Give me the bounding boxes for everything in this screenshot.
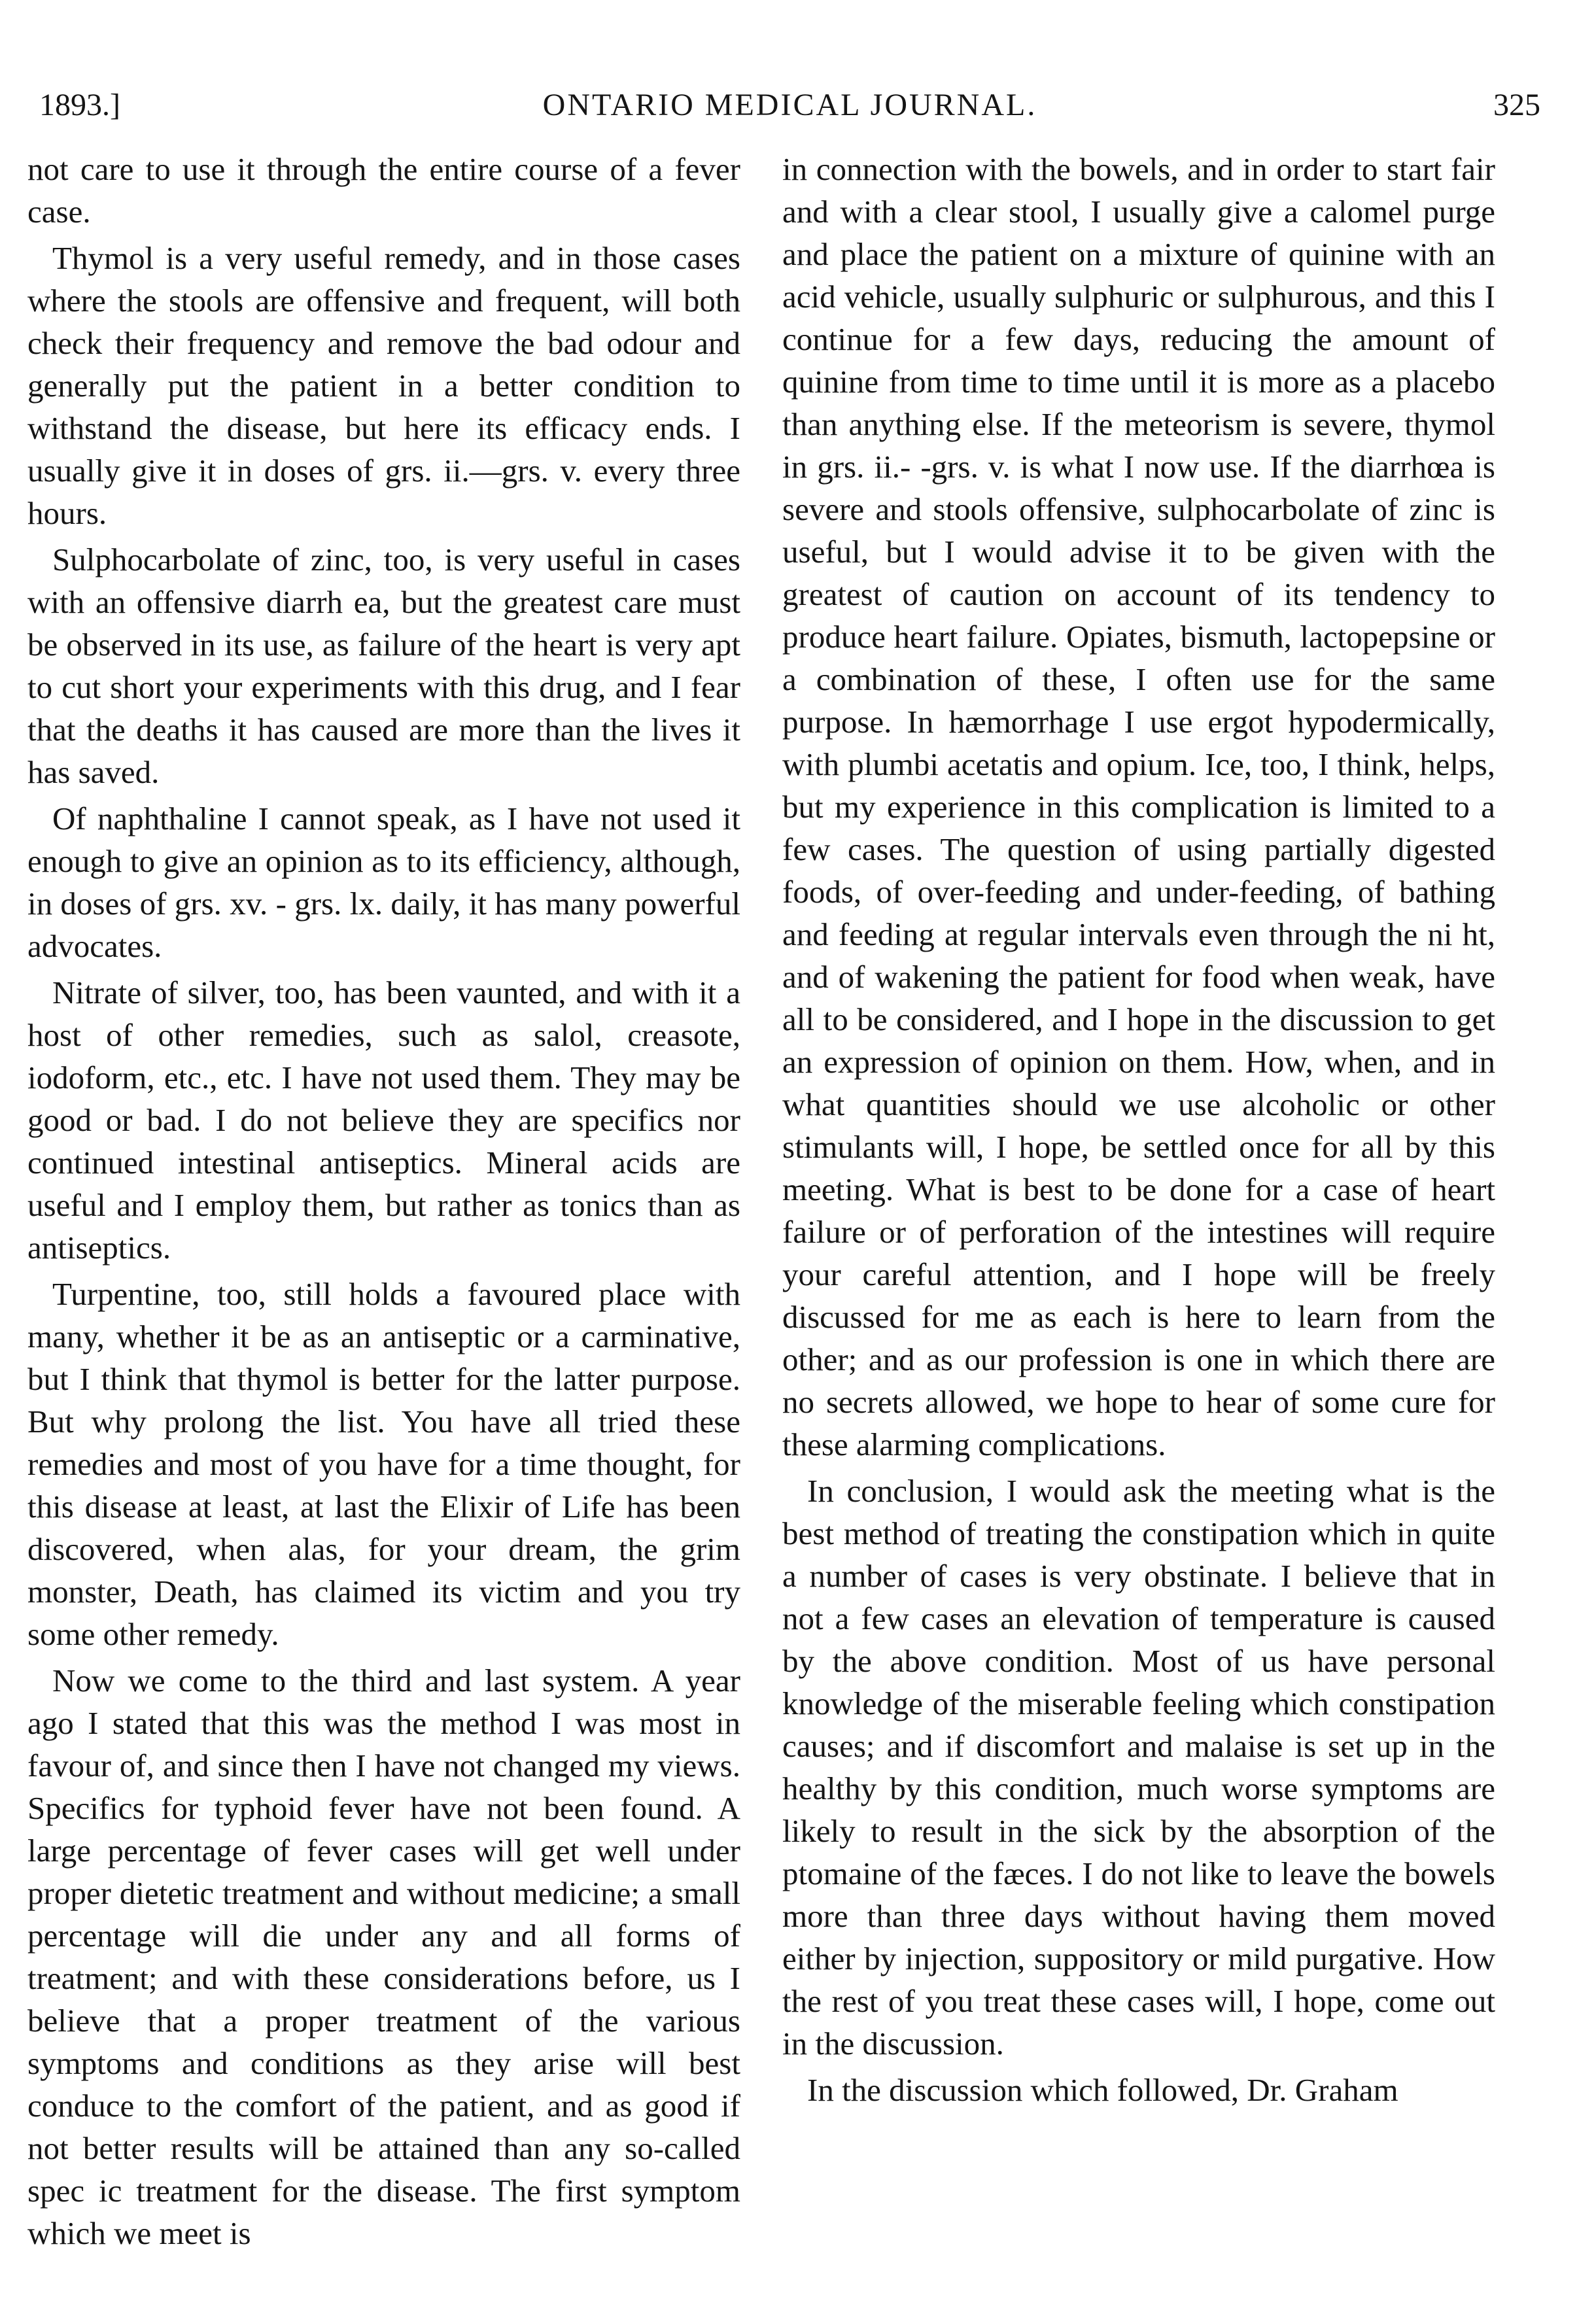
paragraph: In conclusion, I would ask the meeting what is the best method of treating the constipation which in quite a number of cases is very obstinate. I believe that in not a few cases an elevation of temperature is caused by the above condition. Most of us have personal knowledge of the miserable feeling which constipation causes; and if discomfort and malaise is set up in the healthy by this condition, much worse symptoms are likely to result in the sick by the absorption of the ptomaine of the fæces. I do not like to leave the bowels more than three days without having them moved either by injection, suppository or mild purgative. How the rest of you treat these cases will, I hope, come out in the discussion.	[782, 1473, 1495, 2061]
left-column	[27, 148, 740, 2254]
paragraph: Turpentine, too, still holds a favoured place with many, whether it be as an antiseptic or a carminative, but I think that thymol is better for the latter purpose. But why prolong the list. You have all tried these remedies and most of you have for a time thought, for this disease at least, at last the Elixir of Life has been discovered, when alas, for your dream, the grim monster, Death, has claimed its victim and you try some other remedy.	[27, 1276, 740, 1652]
paragraph: Now we come to the third and last system. A year ago I stated that this was the method I was most in favour of, and since then I have not changed my views. Specifics for typhoid fever have not been found. A large percentage of fever cases will get well under proper dietetic treatment and without medicine; a small percentage will die under any and all forms of treatment; and with these considerations before, us I believe that a proper treatment of the various symptoms and conditions as they arise will best conduce to the comfort of the patient, and as good if not better results will be attained than any so-called spec ic treatment for the disease. The first symptom which we meet is	[27, 1663, 740, 2251]
running-header	[39, 82, 1540, 128]
paragraph: in connection with the bowels, and in order to start fair and with a clear stool, I usually give a calomel purge and place the patient on a mixture of quinine with an acid vehicle, usually sulphuric or sulphurous, and this I continue for a few days, reducing the amount of quinine from time to time until it is more as a placebo than anything else. If the meteorism is severe, thymol in grs. ii.- -grs. v. is what I now use. If the diarrhœa is severe and stools offensive, sulphocarbolate of zinc is useful, but I would advise it to be given with the greatest of caution on account of its tendency to produce heart failure. Opiates, bismuth, lactopepsine or a combination of these, I often use for the same purpose. In hæmorrhage I use ergot hypodermically, with plumbi acetatis and opium. Ice, too, I think, helps, but my experience in this complication is limited to a few cases. The question of using partially digested foods, of over-feeding and under-feeding, of bathing and feeding at regular intervals even through the ni ht, and of wakening the patient for food when weak, have all to be considered, and I hope in the discussion to get an expression of opinion on them. How, when, and in what quantities should we use alcoholic or other stimulants will, I hope, be settled once for all by this meeting. What is best to be done for a case of heart failure or of perforation of the intestines will require your careful attention, and I hope will be freely discussed for me as each is here to learn from the other; and as our profession is one in which there are no secrets allowed, we hope to hear of some cure for these alarming complications.	[782, 151, 1495, 1462]
paragraph: Sulphocarbolate of zinc, too, is very useful in cases with an offensive diarrh ea, but the greatest care must be observed in its use, as failure of the heart is very apt to cut short your experiments with this drug, and I fear that the deaths it has caused are more than the lives it has saved.	[27, 542, 740, 790]
journal-title: ONTARIO MEDICAL JOURNAL.	[542, 88, 1037, 122]
page-number: 325	[1493, 88, 1540, 122]
issue-year: 1893.]	[39, 88, 120, 122]
paragraph: In the discussion which followed, Dr. Graham	[807, 2072, 1398, 2108]
paragraph: Thymol is a very useful remedy, and in those cases where the stools are offensive and frequent, will both check their frequency and remove the bad odour and generally put the patient in a better condition to withstand the disease, but here its efficacy ends. I usually give it in doses of grs. ii.—grs. v. every three hours.	[27, 240, 740, 531]
right-column	[782, 148, 1495, 2111]
paragraph: not care to use it through the entire course of a fever case.	[27, 151, 740, 230]
paragraph: Of naphthaline I cannot speak, as I have not used it enough to give an opinion as to its efficiency, although, in doses of grs. xv. - grs. lx. daily, it has many powerful advocates.	[27, 801, 740, 964]
paragraph: Nitrate of silver, too, has been vaunted, and with it a host of other remedies, such as salol, creasote, iodoform, etc., etc. I have not used them. They may be good or bad. I do not believe they are specifics nor continued intestinal antiseptics. Mineral acids are useful and I employ them, but rather as tonics than as antiseptics.	[27, 974, 740, 1266]
